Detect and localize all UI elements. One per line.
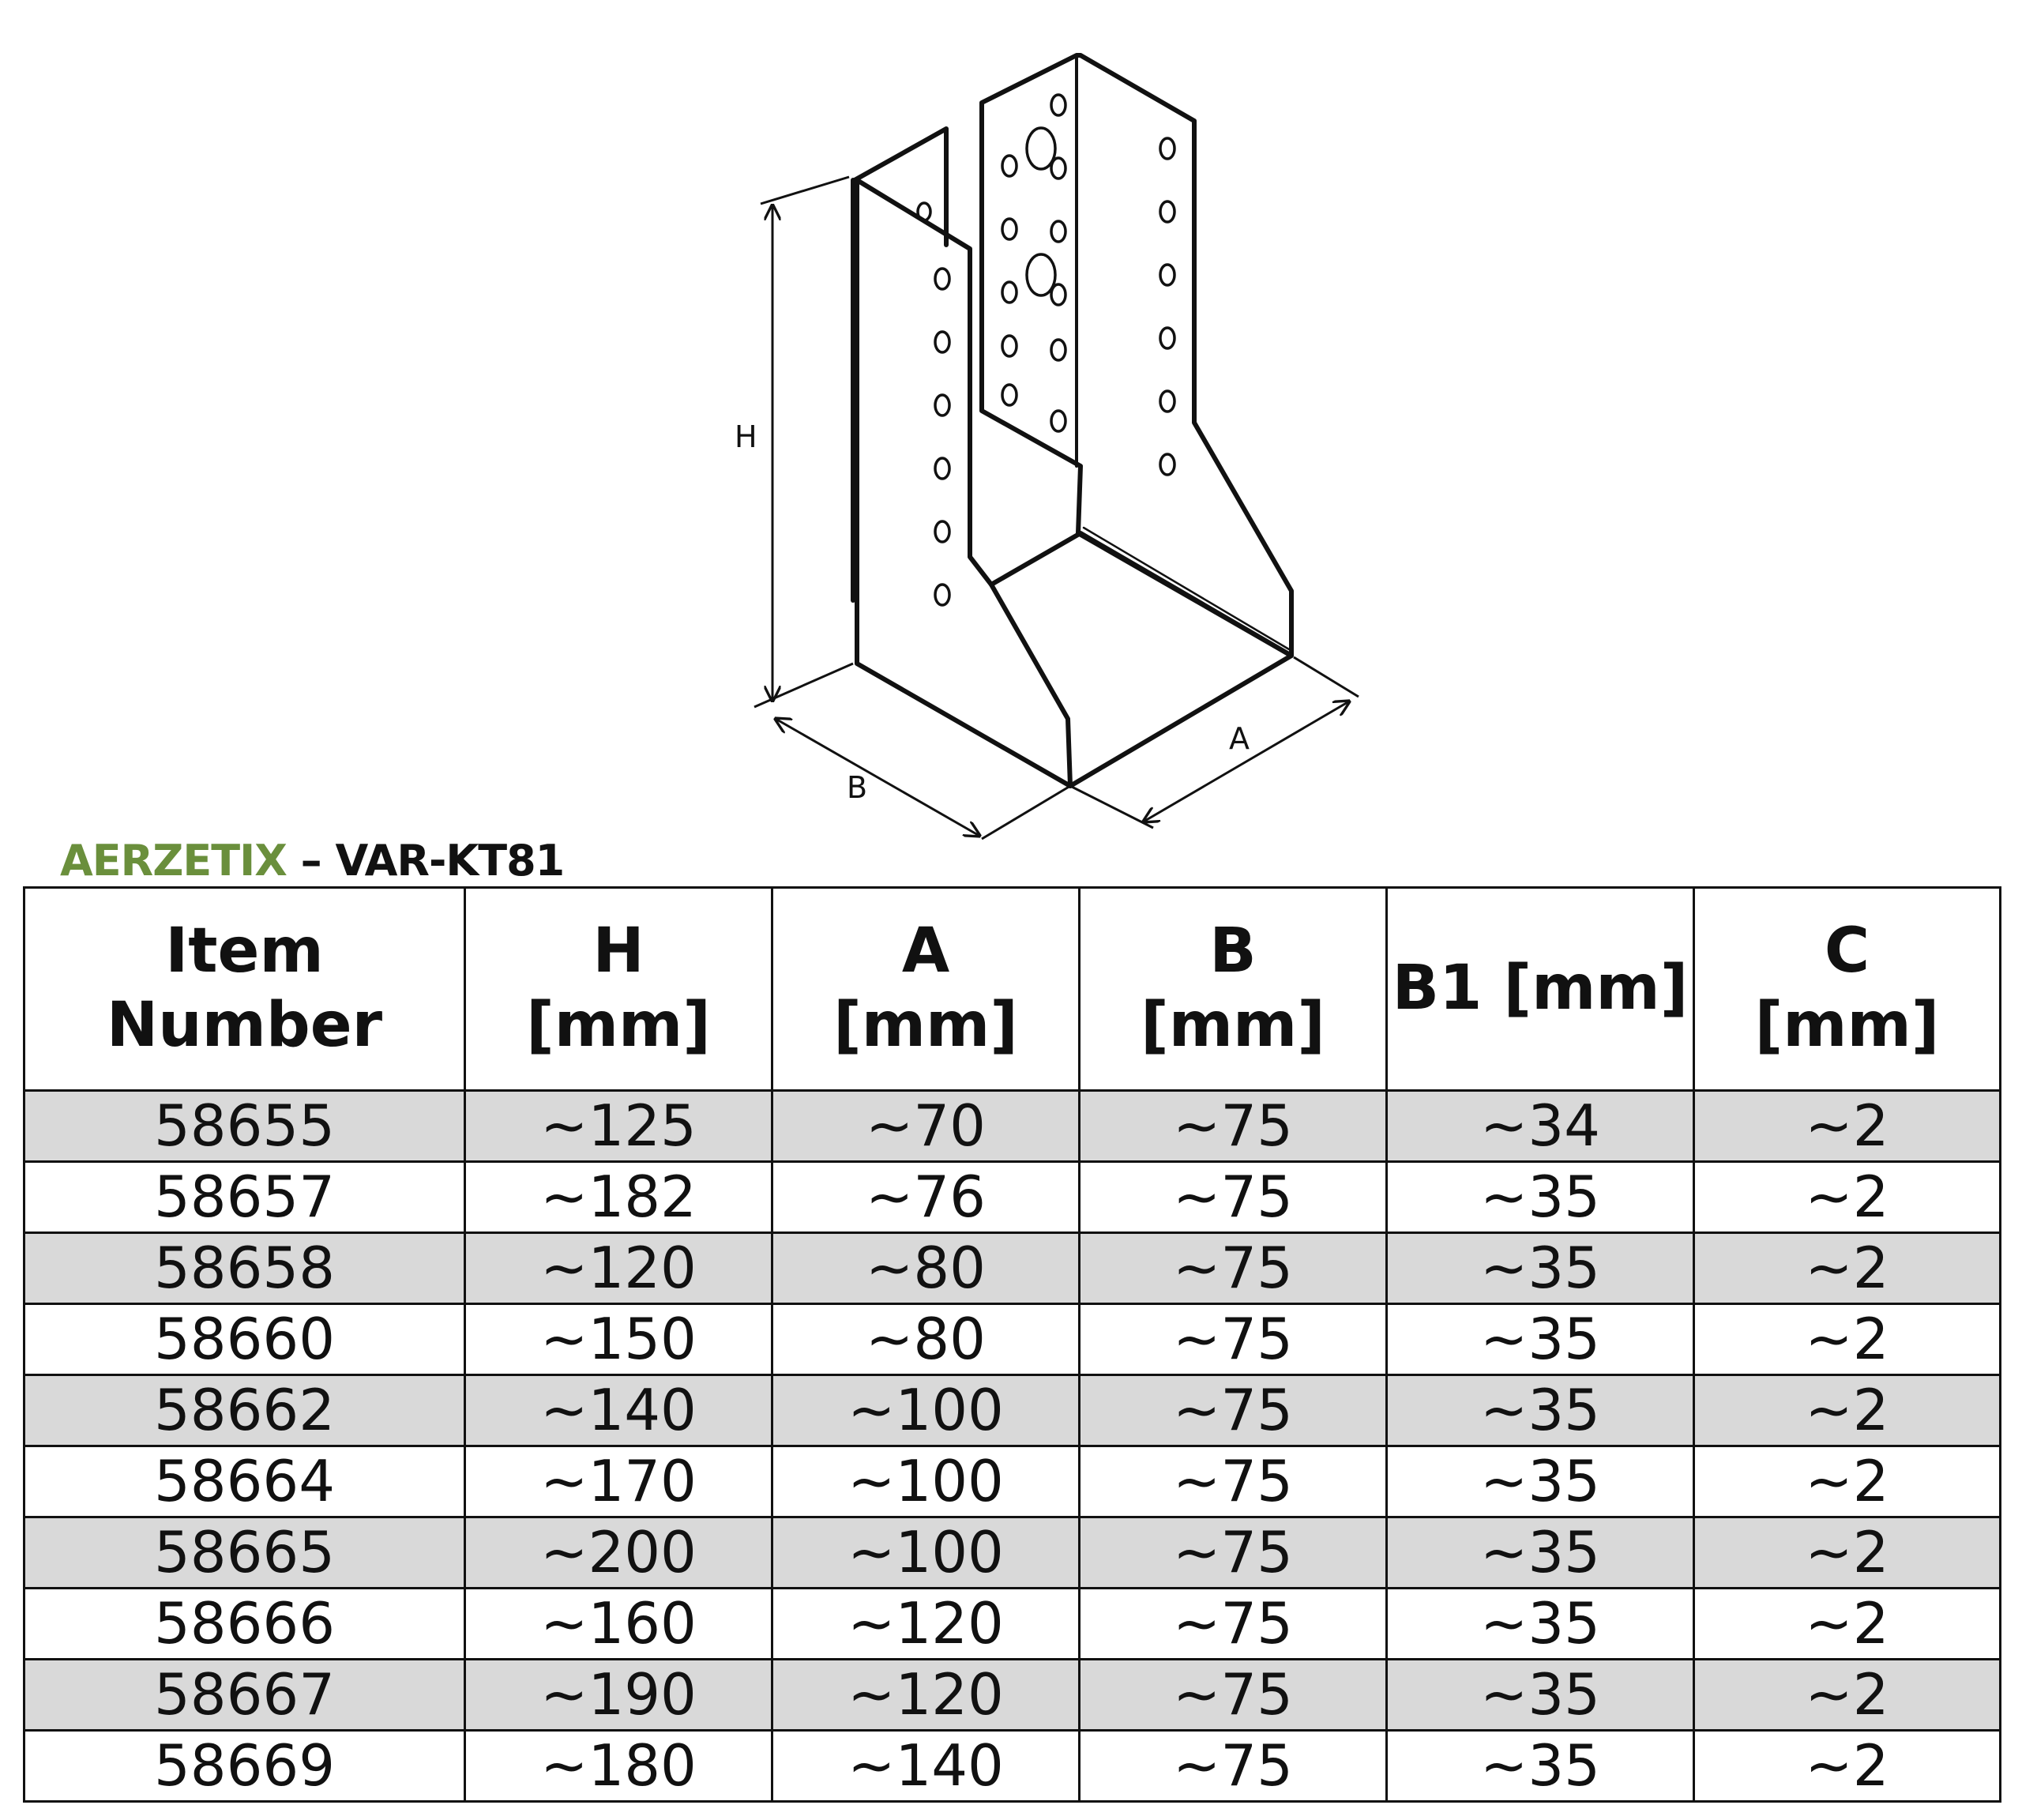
cell-c-value: ~2 [1694, 1731, 2001, 1802]
cell-a-value: ~100 [772, 1446, 1080, 1517]
h-ext-bottom [754, 664, 853, 707]
cell-b-value: ~75 [1080, 1162, 1387, 1233]
cell-c-value: ~2 [1694, 1446, 2001, 1517]
cell-c-value: ~2 [1694, 1375, 2001, 1446]
cell-b-value: ~75 [1080, 1589, 1387, 1660]
header-b1: B1 [mm] [1387, 888, 1694, 1091]
table-row [24, 1375, 2001, 1446]
a-ext-right [1294, 657, 1359, 697]
table-header-row [24, 888, 2001, 1091]
model-code: VAR-KT81 [335, 836, 565, 886]
h-label: H [735, 419, 757, 454]
cell-b-value: ~75 [1080, 1517, 1387, 1589]
cell-h-value: ~125 [465, 1091, 772, 1162]
b-ext [982, 786, 1070, 839]
cell-c-value: ~2 [1694, 1233, 2001, 1304]
cell-a-value: ~140 [772, 1731, 1080, 1802]
cell-item-number: 58657 [24, 1162, 465, 1233]
table-row [24, 1731, 2001, 1802]
header-h: H [mm] [465, 888, 772, 1091]
cell-b1-value: ~35 [1387, 1304, 1694, 1375]
cell-item-number: 58655 [24, 1091, 465, 1162]
table-row [24, 1304, 2001, 1375]
cell-b1-value: ~35 [1387, 1162, 1694, 1233]
cell-c-value: ~2 [1694, 1517, 2001, 1589]
product-title [60, 836, 564, 886]
cell-b1-value: ~35 [1387, 1517, 1694, 1589]
cell-item-number: 58662 [24, 1375, 465, 1446]
cell-h-value: ~120 [465, 1233, 772, 1304]
specification-table [23, 886, 2001, 1803]
cell-h-value: ~200 [465, 1517, 772, 1589]
cell-a-value: ~70 [772, 1091, 1080, 1162]
cell-h-value: ~140 [465, 1375, 772, 1446]
joist-hanger-drawing [0, 0, 2022, 861]
cell-b1-value: ~34 [1387, 1091, 1694, 1162]
cell-b1-value: ~35 [1387, 1233, 1694, 1304]
cell-h-value: ~190 [465, 1660, 772, 1731]
cell-b-value: ~75 [1080, 1304, 1387, 1375]
table-row [24, 1162, 2001, 1233]
h-ext-top [761, 177, 849, 204]
cell-h-value: ~160 [465, 1589, 772, 1660]
cell-item-number: 58669 [24, 1731, 465, 1802]
cell-b-value: ~75 [1080, 1233, 1387, 1304]
title-separator: – [286, 836, 336, 886]
left-plate-holes [918, 203, 949, 605]
cell-c-value: ~2 [1694, 1091, 2001, 1162]
cell-item-number: 58660 [24, 1304, 465, 1375]
cell-h-value: ~182 [465, 1162, 772, 1233]
header-b: B [mm] [1080, 888, 1387, 1091]
brand-name: AERZETIX [60, 836, 287, 886]
cell-c-value: ~2 [1694, 1162, 2001, 1233]
table-row [24, 1233, 2001, 1304]
table-row [24, 1589, 2001, 1660]
b-label: B [847, 770, 868, 805]
table-row [24, 1517, 2001, 1589]
cell-a-value: ~100 [772, 1375, 1080, 1446]
a-dimension [1144, 701, 1349, 822]
cell-a-value: ~80 [772, 1233, 1080, 1304]
table-row [24, 1446, 2001, 1517]
cell-b-value: ~75 [1080, 1091, 1387, 1162]
cell-h-value: ~170 [465, 1446, 772, 1517]
cell-a-value: ~80 [772, 1304, 1080, 1375]
cell-a-value: ~120 [772, 1660, 1080, 1731]
header-a: A [mm] [772, 888, 1080, 1091]
cell-b1-value: ~35 [1387, 1731, 1694, 1802]
cell-c-value: ~2 [1694, 1304, 2001, 1375]
a-ext-left [1070, 786, 1153, 828]
cell-a-value: ~100 [772, 1517, 1080, 1589]
rear-plate-holes [1002, 95, 1065, 431]
cell-b1-value: ~35 [1387, 1660, 1694, 1731]
cell-b-value: ~75 [1080, 1446, 1387, 1517]
cell-item-number: 58667 [24, 1660, 465, 1731]
cell-c-value: ~2 [1694, 1589, 2001, 1660]
header-item-number: Item Number [24, 888, 465, 1091]
cell-b1-value: ~35 [1387, 1446, 1694, 1517]
right-flange-holes [1160, 138, 1174, 475]
table-body [24, 1091, 2001, 1802]
cell-b-value: ~75 [1080, 1731, 1387, 1802]
cell-a-value: ~120 [772, 1589, 1080, 1660]
table-row [24, 1091, 2001, 1162]
cell-b1-value: ~35 [1387, 1375, 1694, 1446]
cell-item-number: 58664 [24, 1446, 465, 1517]
a-label: A [1229, 721, 1250, 756]
cell-item-number: 58666 [24, 1589, 465, 1660]
header-c: C [mm] [1694, 888, 2001, 1091]
cell-h-value: ~180 [465, 1731, 772, 1802]
left-side-plate [857, 180, 1070, 786]
cell-b1-value: ~35 [1387, 1589, 1694, 1660]
cell-h-value: ~150 [465, 1304, 772, 1375]
b-dimension [776, 719, 979, 836]
table-row [24, 1660, 2001, 1731]
cell-b-value: ~75 [1080, 1660, 1387, 1731]
cell-b-value: ~75 [1080, 1375, 1387, 1446]
cell-c-value: ~2 [1694, 1660, 2001, 1731]
cell-item-number: 58665 [24, 1517, 465, 1589]
cell-item-number: 58658 [24, 1233, 465, 1304]
cell-a-value: ~76 [772, 1162, 1080, 1233]
